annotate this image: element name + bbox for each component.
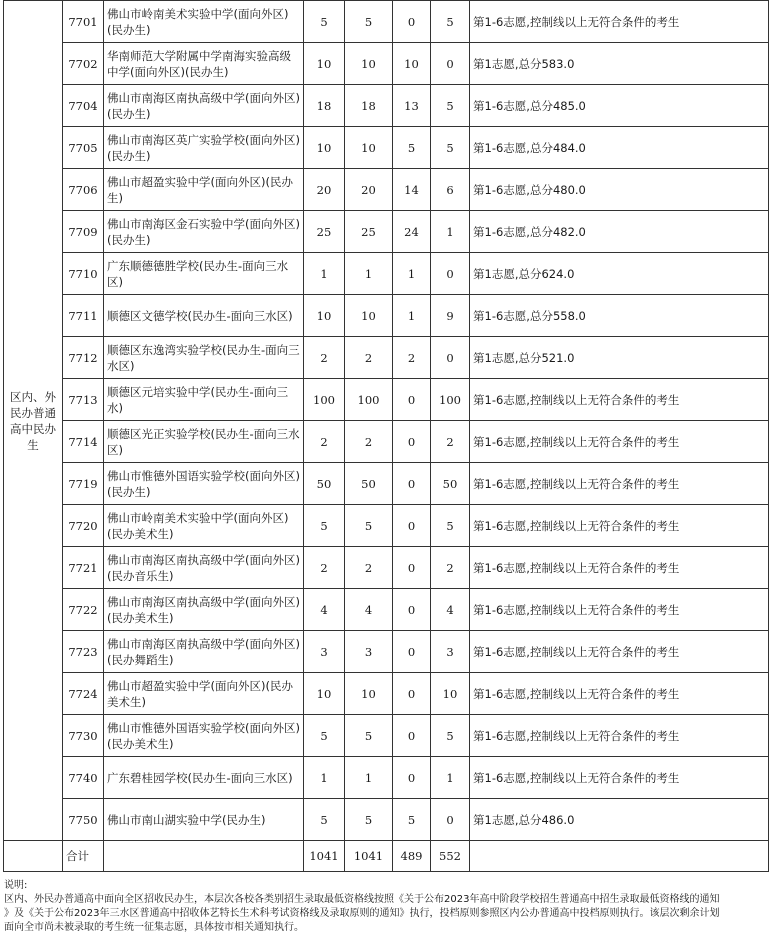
plan-count-cell: 5 <box>304 505 345 547</box>
cutoff-note-cell: 第1-6志愿,控制线以上无符合条件的考生 <box>470 463 769 505</box>
cutoff-note-cell: 第1-6志愿,总分482.0 <box>470 211 769 253</box>
remaining-count-cell: 5 <box>431 1 470 43</box>
plan-count-cell: 2 <box>304 547 345 589</box>
plan-count-cell: 5 <box>304 1 345 43</box>
plan-count-cell: 1 <box>345 253 393 295</box>
plan-count-cell: 18 <box>304 85 345 127</box>
cutoff-note-cell: 第1志愿,总分486.0 <box>470 799 769 841</box>
school-code-cell: 7721 <box>63 547 104 589</box>
admitted-count-cell: 0 <box>393 379 431 421</box>
plan-count-cell: 2 <box>345 421 393 463</box>
plan-count-cell: 25 <box>304 211 345 253</box>
school-name-cell: 佛山市岭南美术实验中学(面向外区)(民办生) <box>104 1 304 43</box>
school-name-cell: 佛山市岭南美术实验中学(面向外区)(民办美术生) <box>104 505 304 547</box>
admitted-count-cell: 0 <box>393 547 431 589</box>
table-row <box>4 505 769 547</box>
school-name-cell: 顺德区光正实验学校(民办生-面向三水区) <box>104 421 304 463</box>
remaining-count-cell: 5 <box>431 715 470 757</box>
plan-count-cell: 4 <box>345 589 393 631</box>
school-name-cell: 顺德区文德学校(民办生-面向三水区) <box>104 295 304 337</box>
remaining-count-cell: 6 <box>431 169 470 211</box>
admitted-count-cell: 2 <box>393 337 431 379</box>
cutoff-note-cell: 第1志愿,总分583.0 <box>470 43 769 85</box>
plan-count-cell: 10 <box>304 295 345 337</box>
admitted-count-cell: 0 <box>393 463 431 505</box>
admitted-count-cell: 0 <box>393 1 431 43</box>
admitted-count-cell: 5 <box>393 799 431 841</box>
plan-count-cell: 10 <box>345 127 393 169</box>
explanation-line: 面向全市尚未被录取的考生统一征集志愿，具体按市相关通知执行。 <box>4 922 304 933</box>
school-code-cell: 7724 <box>63 673 104 715</box>
remaining-count-cell: 1 <box>431 757 470 799</box>
remaining-count-cell: 0 <box>431 43 470 85</box>
total-value-cell: 1041 <box>345 841 393 872</box>
admitted-count-cell: 14 <box>393 169 431 211</box>
plan-count-cell: 50 <box>304 463 345 505</box>
school-name-cell: 顺德区东逸湾实验学校(民办生-面向三水区) <box>104 337 304 379</box>
cutoff-note-cell: 第1-6志愿,总分480.0 <box>470 169 769 211</box>
total-blank-cell <box>4 841 63 872</box>
plan-count-cell: 2 <box>304 421 345 463</box>
school-code-cell: 7712 <box>63 337 104 379</box>
plan-count-cell: 5 <box>304 799 345 841</box>
table-row <box>4 295 769 337</box>
remaining-count-cell: 0 <box>431 337 470 379</box>
table-row <box>4 337 769 379</box>
explanation-heading: 说明: <box>4 880 28 891</box>
school-code-cell: 7723 <box>63 631 104 673</box>
table-row <box>4 169 769 211</box>
remaining-count-cell: 0 <box>431 799 470 841</box>
plan-count-cell: 3 <box>345 631 393 673</box>
table-row <box>4 85 769 127</box>
admitted-count-cell: 0 <box>393 631 431 673</box>
remaining-count-cell: 1 <box>431 211 470 253</box>
table-row <box>4 43 769 85</box>
school-code-cell: 7710 <box>63 253 104 295</box>
plan-count-cell: 20 <box>304 169 345 211</box>
admitted-count-cell: 0 <box>393 589 431 631</box>
cutoff-note-cell: 第1-6志愿,控制线以上无符合条件的考生 <box>470 547 769 589</box>
school-code-cell: 7711 <box>63 295 104 337</box>
admitted-count-cell: 0 <box>393 715 431 757</box>
table-row <box>4 253 769 295</box>
plan-count-cell: 3 <box>304 631 345 673</box>
school-code-cell: 7704 <box>63 85 104 127</box>
plan-count-cell: 5 <box>345 505 393 547</box>
category-cell: 区内、外民办普通高中民办生 <box>4 1 63 841</box>
school-name-cell: 佛山市南海区英广实验学校(面向外区)(民办生) <box>104 127 304 169</box>
school-code-cell: 7705 <box>63 127 104 169</box>
plan-count-cell: 10 <box>304 43 345 85</box>
school-code-cell: 7702 <box>63 43 104 85</box>
school-code-cell: 7740 <box>63 757 104 799</box>
table-row <box>4 673 769 715</box>
plan-count-cell: 18 <box>345 85 393 127</box>
school-name-cell: 佛山市惟德外国语实验学校(面向外区)(民办美术生) <box>104 715 304 757</box>
school-code-cell: 7722 <box>63 589 104 631</box>
total-row <box>4 841 769 872</box>
plan-count-cell: 1 <box>304 757 345 799</box>
school-name-cell: 佛山市惟德外国语实验学校(面向外区)(民办生) <box>104 463 304 505</box>
school-name-cell: 佛山市超盈实验中学(面向外区)(民办生) <box>104 169 304 211</box>
school-name-cell: 佛山市南海区南执高级中学(面向外区)(民办生) <box>104 85 304 127</box>
total-value-cell: 552 <box>431 841 470 872</box>
table-row <box>4 715 769 757</box>
explanation-block <box>4 879 766 935</box>
admitted-count-cell: 0 <box>393 673 431 715</box>
admitted-count-cell: 5 <box>393 127 431 169</box>
school-code-cell: 7750 <box>63 799 104 841</box>
explanation-line: 》及《关于公布2023年三水区普通高中招收体艺特长生术科考试资格线及录取原则的通知》执行，投档原则参照区内公办普通高中投档原则执行。该层次剩余计划 <box>4 908 720 919</box>
plan-count-cell: 10 <box>304 673 345 715</box>
cutoff-note-cell: 第1志愿,总分521.0 <box>470 337 769 379</box>
remaining-count-cell: 50 <box>431 463 470 505</box>
remaining-count-cell: 2 <box>431 421 470 463</box>
admitted-count-cell: 0 <box>393 757 431 799</box>
school-name-cell: 广东碧桂园学校(民办生-面向三水区) <box>104 757 304 799</box>
plan-count-cell: 5 <box>345 715 393 757</box>
school-name-cell: 佛山市超盈实验中学(面向外区)(民办美术生) <box>104 673 304 715</box>
school-name-cell: 佛山市南海区南执高级中学(面向外区)(民办音乐生) <box>104 547 304 589</box>
admitted-count-cell: 1 <box>393 295 431 337</box>
table-row <box>4 379 769 421</box>
plan-count-cell: 4 <box>304 589 345 631</box>
school-code-cell: 7719 <box>63 463 104 505</box>
school-name-cell: 顺德区元培实验中学(民办生-面向三水) <box>104 379 304 421</box>
admitted-count-cell: 13 <box>393 85 431 127</box>
plan-count-cell: 10 <box>304 127 345 169</box>
cutoff-note-cell: 第1-6志愿,控制线以上无符合条件的考生 <box>470 1 769 43</box>
school-name-cell: 华南师范大学附属中学南海实验高级中学(面向外区)(民办生) <box>104 43 304 85</box>
cutoff-note-cell: 第1-6志愿,控制线以上无符合条件的考生 <box>470 505 769 547</box>
table-row <box>4 631 769 673</box>
school-name-cell: 佛山市南山湖实验中学(民办生) <box>104 799 304 841</box>
table-row <box>4 421 769 463</box>
plan-count-cell: 2 <box>304 337 345 379</box>
table-row <box>4 463 769 505</box>
remaining-count-cell: 3 <box>431 631 470 673</box>
school-name-cell: 佛山市南海区南执高级中学(面向外区)(民办美术生) <box>104 589 304 631</box>
cutoff-note-cell: 第1-6志愿,控制线以上无符合条件的考生 <box>470 589 769 631</box>
total-blank-cell <box>470 841 769 872</box>
remaining-count-cell: 9 <box>431 295 470 337</box>
school-code-cell: 7730 <box>63 715 104 757</box>
school-name-cell: 佛山市南海区金石实验中学(面向外区)(民办生) <box>104 211 304 253</box>
plan-count-cell: 100 <box>345 379 393 421</box>
school-code-cell: 7706 <box>63 169 104 211</box>
table-row <box>4 757 769 799</box>
school-code-cell: 7713 <box>63 379 104 421</box>
plan-count-cell: 10 <box>345 295 393 337</box>
school-code-cell: 7701 <box>63 1 104 43</box>
plan-count-cell: 2 <box>345 547 393 589</box>
remaining-count-cell: 10 <box>431 673 470 715</box>
plan-count-cell: 2 <box>345 337 393 379</box>
table-row <box>4 799 769 841</box>
plan-count-cell: 1 <box>304 253 345 295</box>
remaining-count-cell: 5 <box>431 85 470 127</box>
school-name-cell: 佛山市南海区南执高级中学(面向外区)(民办舞蹈生) <box>104 631 304 673</box>
admission-table <box>3 0 769 872</box>
cutoff-note-cell: 第1-6志愿,控制线以上无符合条件的考生 <box>470 421 769 463</box>
admitted-count-cell: 1 <box>393 253 431 295</box>
school-name-cell: 广东顺德德胜学校(民办生-面向三水区) <box>104 253 304 295</box>
remaining-count-cell: 0 <box>431 253 470 295</box>
plan-count-cell: 5 <box>304 715 345 757</box>
remaining-count-cell: 5 <box>431 505 470 547</box>
plan-count-cell: 20 <box>345 169 393 211</box>
plan-count-cell: 1 <box>345 757 393 799</box>
cutoff-note-cell: 第1-6志愿,总分484.0 <box>470 127 769 169</box>
plan-count-cell: 50 <box>345 463 393 505</box>
total-label: 合计 <box>63 841 104 872</box>
school-code-cell: 7709 <box>63 211 104 253</box>
cutoff-note-cell: 第1-6志愿,控制线以上无符合条件的考生 <box>470 715 769 757</box>
school-code-cell: 7714 <box>63 421 104 463</box>
remaining-count-cell: 4 <box>431 589 470 631</box>
school-code-cell: 7720 <box>63 505 104 547</box>
total-blank-cell <box>104 841 304 872</box>
remaining-count-cell: 100 <box>431 379 470 421</box>
cutoff-note-cell: 第1-6志愿,控制线以上无符合条件的考生 <box>470 673 769 715</box>
cutoff-note-cell: 第1志愿,总分624.0 <box>470 253 769 295</box>
remaining-count-cell: 2 <box>431 547 470 589</box>
cutoff-note-cell: 第1-6志愿,控制线以上无符合条件的考生 <box>470 631 769 673</box>
cutoff-note-cell: 第1-6志愿,总分485.0 <box>470 85 769 127</box>
cutoff-note-cell: 第1-6志愿,总分558.0 <box>470 295 769 337</box>
cutoff-note-cell: 第1-6志愿,控制线以上无符合条件的考生 <box>470 757 769 799</box>
plan-count-cell: 25 <box>345 211 393 253</box>
admitted-count-cell: 10 <box>393 43 431 85</box>
admitted-count-cell: 0 <box>393 421 431 463</box>
plan-count-cell: 100 <box>304 379 345 421</box>
plan-count-cell: 10 <box>345 673 393 715</box>
remaining-count-cell: 5 <box>431 127 470 169</box>
admitted-count-cell: 24 <box>393 211 431 253</box>
admitted-count-cell: 0 <box>393 505 431 547</box>
total-value-cell: 489 <box>393 841 431 872</box>
plan-count-cell: 5 <box>345 1 393 43</box>
total-value-cell: 1041 <box>304 841 345 872</box>
table-row <box>4 127 769 169</box>
cutoff-note-cell: 第1-6志愿,控制线以上无符合条件的考生 <box>470 379 769 421</box>
table-row <box>4 547 769 589</box>
table-row <box>4 589 769 631</box>
plan-count-cell: 5 <box>345 799 393 841</box>
plan-count-cell: 10 <box>345 43 393 85</box>
table-row <box>4 1 769 43</box>
explanation-line: 区内、外民办普通高中面向全区招收民办生，本层次各校各类别招生录取最低资格线按照《关于公布2023年高中阶段学校招生普通高中招生录取最低资格线的通知 <box>4 894 720 905</box>
table-row <box>4 211 769 253</box>
